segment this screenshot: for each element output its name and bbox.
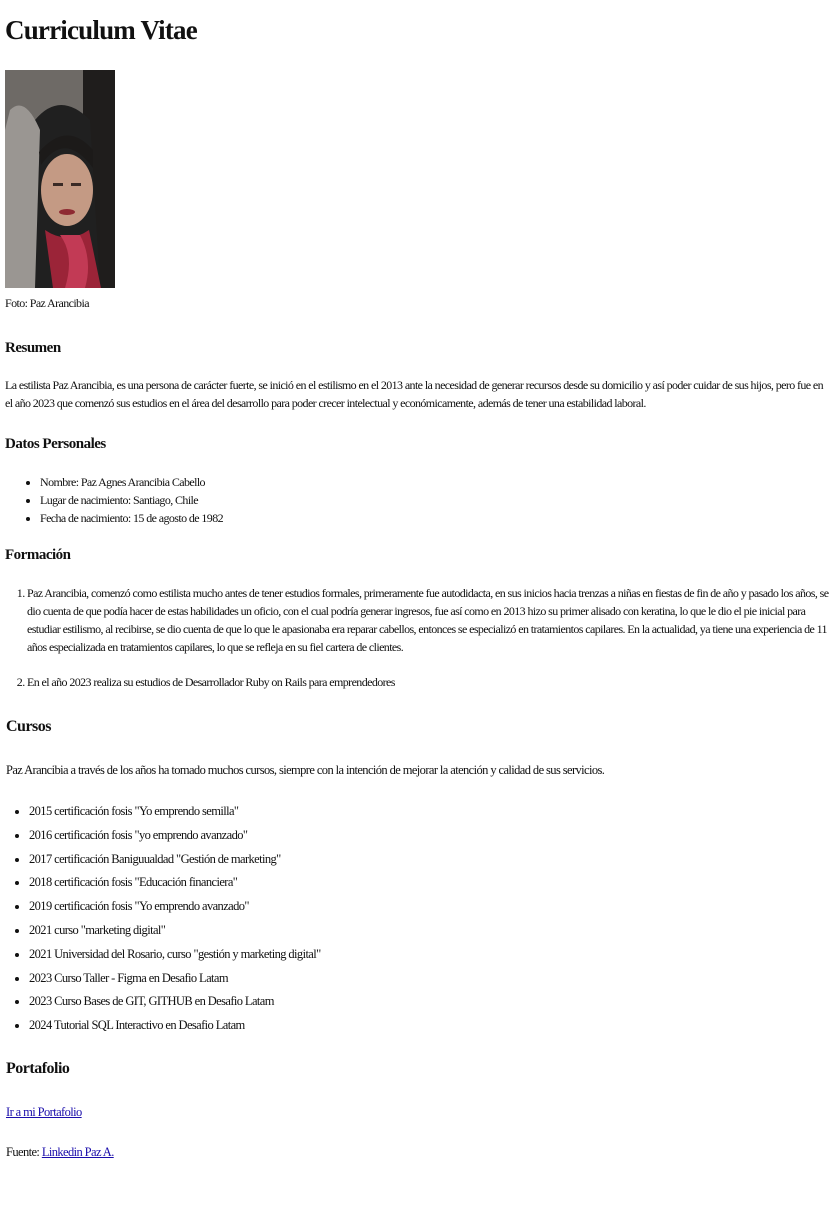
- list-item: • 2015 certificación fosis "Yo emprendo semilla": [29, 800, 830, 824]
- fuente-label: Fuente:: [6, 1144, 40, 1159]
- list-item: • 2024 Tutorial SQL Interactivo en Desafio Latam: [29, 1014, 830, 1038]
- profile-photo: [5, 70, 115, 288]
- list-item: • 2017 certificación Baniguualdad "Gestión de marketing": [29, 848, 830, 872]
- list-item: • 2023 Curso Bases de GIT, GITHUB en Desafio Latam: [29, 990, 830, 1014]
- resumen-text: La estilista Paz Arancibia, es una persona de carácter fuerte, se inició en el estilismo en el 2013 ante la necesidad de generar recursos desde su domicilio y así poder cuidar de sus hijos, pero fue en el año 2023 que comenzó sus estudios en el área del desarrollo para poder crecer intelectual y económicamente, además de tener una estabilidad laboral.: [5, 378, 824, 410]
- formacion-heading: Formación: [5, 547, 71, 563]
- linkedin-link[interactable]: Linkedin Paz A.: [41, 1144, 114, 1159]
- cursos-intro: Paz Arancibia a través de los años ha tomado muchos cursos, siempre con la intención de mejorar la atención y calidad de sus servicios.: [6, 763, 605, 777]
- datos-heading: Datos Personales: [5, 436, 106, 452]
- list-item: • 2018 certificación fosis "Educación financiera": [29, 871, 830, 895]
- portafolio-paragraph: [5, 1103, 830, 1121]
- list-item: • 2021 curso "marketing digital": [29, 919, 830, 943]
- fuente-paragraph: [5, 1143, 830, 1161]
- page-title: Curriculum Vitae: [5, 15, 197, 45]
- list-item: 1. Paz Arancibia, comenzó como estilista mucho antes de tener estudios formales, primeramente fue autodidacta, en sus inicios hacia trenzas a niñas en fiestas de fin de año y pasado los años, se dio cuenta de que podía hacer de estas habilidades un oficio, con el cual podría generar ingresos, fue así como en 2013 hizo su primer alisado con keratina, lo que le dio el pie inicial para estudiar estilismo, al recibirse, se dio cuenta de que lo que le apasionaba era reparar cabellos, entonces se especializó en tratamientos capilares. En la actualidad, ya tiene una experiencia de 11 años especializada en tratamientos capilares, lo que se refleja en su fiel cartera de clientes.: [27, 584, 830, 656]
- datos-list: [5, 473, 830, 527]
- list-item: • 2016 certificación fosis "yo emprendo avanzado": [29, 824, 830, 848]
- list-item: • Lugar de nacimiento: Santiago, Chile: [40, 491, 830, 509]
- list-item: 2. En el año 2023 realiza su estudios de Desarrollador Ruby on Rails para emprendedores: [27, 673, 830, 691]
- list-item: • Nombre: Paz Agnes Arancibia Cabello: [40, 473, 830, 491]
- list-item: • 2023 Curso Taller - Figma en Desafio Latam: [29, 967, 830, 991]
- list-item: • Fecha de nacimiento: 15 de agosto de 1982: [40, 509, 830, 527]
- portafolio-heading: Portafolio: [6, 1059, 70, 1077]
- list-item: • 2021 Universidad del Rosario, curso "gestión y marketing digital": [29, 943, 830, 967]
- cursos-list: [5, 800, 830, 1038]
- list-item: • 2019 certificación fosis "Yo emprendo avanzado": [29, 895, 830, 919]
- cursos-heading: Cursos: [6, 718, 52, 735]
- resumen-heading: Resumen: [5, 340, 61, 356]
- photo-caption: Foto: Paz Arancibia: [5, 296, 89, 310]
- formacion-list: [5, 584, 830, 691]
- portafolio-link[interactable]: Ir a mi Portafolio: [6, 1104, 82, 1119]
